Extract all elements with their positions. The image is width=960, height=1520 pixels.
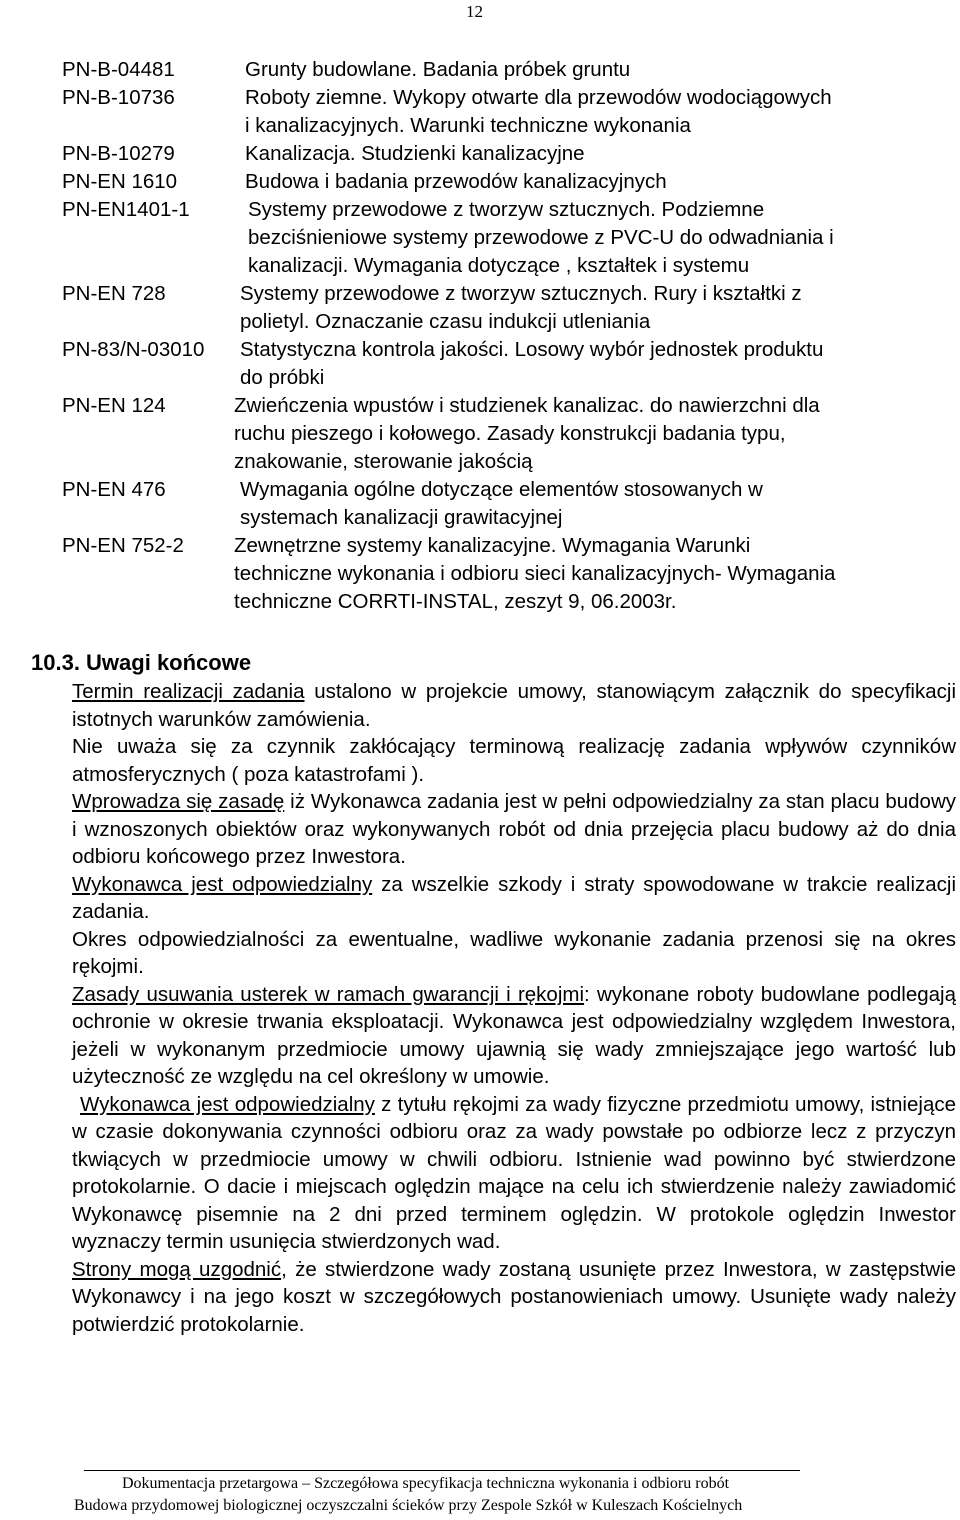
norm-description-line: systemach kanalizacji grawitacyjnej — [240, 506, 563, 529]
norm-row — [62, 140, 957, 168]
norm-description-line: Statystyczna kontrola jakości. Losowy wybór jednostek produktu — [240, 338, 824, 361]
norms-list — [62, 56, 957, 616]
norm-code: PN-B-04481 — [62, 58, 175, 81]
norm-description-line: Budowa i badania przewodów kanalizacyjnych — [245, 170, 667, 193]
norm-description — [62, 280, 957, 336]
norm-code: PN-EN1401-1 — [62, 198, 190, 221]
paragraph-lead: Wprowadza się zasadę — [72, 790, 285, 813]
norm-code: PN-EN 124 — [62, 394, 166, 417]
paragraph — [72, 1256, 956, 1339]
norm-description-line: Grunty budowlane. Badania próbek gruntu — [245, 58, 631, 81]
norm-description-line: do próbki — [240, 366, 325, 389]
norm-row — [62, 392, 957, 476]
norm-description-line: Kanalizacja. Studzienki kanalizacyjne — [245, 142, 585, 165]
norm-row — [62, 280, 957, 336]
norm-description-line: Systemy przewodowe z tworzyw sztucznych. Rury i kształtki z — [240, 282, 802, 305]
norm-description — [62, 476, 957, 532]
page-footer — [74, 1470, 960, 1517]
footer-line-2: Budowa przydomowej biologicznej oczyszczalni ścieków przy Zespole Szkół w Kuleszach Kościelnych — [74, 1497, 743, 1514]
paragraph-lead: Wykonawca jest odpowiedzialny — [72, 872, 373, 896]
norm-row — [62, 168, 957, 196]
paragraph-lead: Zasady usuwania usterek w ramach gwarancji i rękojmi — [72, 982, 585, 1006]
norm-description-line: bezciśnieniowe systemy przewodowe z PVC-U do odwadniania i — [248, 226, 834, 249]
norm-code: PN-EN 476 — [62, 478, 166, 501]
paragraph-text: Okres odpowiedzialności za ewentualne, wadliwe wykonanie zadania przenosi się na okres rękojmi. — [72, 927, 956, 978]
page-number: 12 — [466, 2, 483, 21]
norm-description — [62, 140, 957, 168]
norm-row — [62, 336, 957, 392]
norm-code: PN-EN 1610 — [62, 170, 178, 193]
paragraph-text: za wszelkie szkody i straty spowodowane w trakcie realizacji zadania. — [72, 872, 957, 923]
norm-code: PN-B-10279 — [62, 142, 175, 165]
paragraph — [72, 871, 956, 926]
norm-description-line: Zewnętrzne systemy kanalizacyjne. Wymagania Warunki — [234, 534, 751, 557]
footer-line-1: Dokumentacja przetargowa – Szczegółowa specyfikacja techniczna wykonania i odbioru robót — [122, 1475, 730, 1492]
norm-description — [62, 196, 957, 280]
norm-code: PN-EN 728 — [62, 282, 166, 305]
norm-description — [62, 56, 957, 84]
paragraph-lead: Wykonawca jest odpowiedzialny — [80, 1092, 375, 1116]
norm-description-line: techniczne CORRTI-INSTAL, zeszyt 9, 06.2003r. — [234, 590, 677, 613]
norm-row — [62, 476, 957, 532]
paragraph — [72, 981, 956, 1091]
norm-code: PN-83/N-03010 — [62, 338, 205, 361]
paragraph — [72, 733, 956, 788]
norm-description-line: polietyl. Oznaczanie czasu indukcji utleniania — [240, 310, 651, 333]
paragraph — [72, 788, 956, 871]
norm-row — [62, 532, 957, 616]
norm-description — [62, 392, 957, 476]
footer-divider — [84, 1470, 800, 1471]
norm-description-line: kanalizacji. Wymagania dotyczące , kształtek i systemu — [248, 254, 750, 277]
paragraph-text: iż Wykonawca zadania jest w pełni odpowiedzialny za stan placu budowy i wznoszonych obiektów oraz wykonywanych robót od dnia przejęcia placu budowy aż do dnia odbioru końcowego przez Inwestora. — [72, 790, 956, 868]
paragraph-lead: Strony mogą uzgodnić — [72, 1257, 282, 1281]
paragraph — [72, 1091, 956, 1256]
norm-description-line: znakowanie, sterowanie jakością — [234, 450, 533, 473]
paragraph-lead: Termin realizacji zadania — [72, 680, 305, 703]
paragraph-text: Nie uważa się za czynnik zakłócający terminową realizację zadania wpływów czynników atmosferycznych ( poza katastrofami ). — [72, 735, 956, 786]
norm-description — [62, 532, 957, 616]
norm-description-line: Wymagania ogólne dotyczące elementów stosowanych w — [240, 478, 763, 501]
paragraph-text: : wykonane roboty budowlane podlegają ochronie w okresie trwania eksploatacji. Wykonawca jest odpowiedzialny względem Inwestora, jeżeli w wykonanym przedmiocie umowy ujawnią się wady zmniejszające jego wartość lub użyteczność ze względu na cel określony w umowie. — [72, 982, 956, 1088]
norm-description-line: Roboty ziemne. Wykopy otwarte dla przewodów wodociągowych — [245, 86, 832, 109]
norm-row — [62, 84, 957, 140]
norm-description-line: i kanalizacyjnych. Warunki techniczne wykonania — [245, 114, 691, 137]
norm-description-line: Zwieńczenia wpustów i studzienek kanalizac. do nawierzchni dla — [234, 394, 820, 417]
paragraph-text: z tytułu rękojmi za wady fizyczne przedmiotu umowy, istniejące w czasie dokonywania czynności odbioru oraz za wady powstałe po odbiorze lecz z przyczyn tkwiących w przedmiocie umowy w chwili odbioru. Istnienie wad powinno być stwierdzone protokolarnie. O dacie i miejscach oględzin mające na celu ich stwierdzenie należy zawiadomić Wykonawcę pisemnie na 2 dni przed terminem oględzin. W protokole oględzin Inwestor wyznaczy termin usunięcia stwierdzonych wad. — [72, 1092, 956, 1253]
norm-description-line: ruchu pieszego i kołowego. Zasady konstrukcji badania typu, — [234, 422, 786, 445]
paragraph-text: , że stwierdzone wady zostaną usunięte przez Inwestora, w zastępstwie Wykonawcy i na jego koszt w szczegółowych postanowieniach umowy. Usunięte wady należy potwierdzić protokolarnie. — [72, 1257, 956, 1336]
norm-description-line: Systemy przewodowe z tworzyw sztucznych. Podziemne — [248, 198, 765, 221]
norm-description — [62, 168, 957, 196]
section-title: 10.3. Uwagi końcowe — [31, 650, 252, 675]
paragraph — [72, 678, 956, 733]
paragraph — [72, 926, 956, 981]
norm-row — [62, 196, 957, 280]
norm-code: PN-EN 752-2 — [62, 534, 184, 557]
norm-description — [62, 84, 957, 140]
closing-remarks-section — [31, 648, 957, 1338]
norm-description-line: techniczne wykonania i odbioru sieci kanalizacyjnych- Wymagania — [234, 562, 836, 585]
paragraph-text: ustalono w projekcie umowy, stanowiącym załącznik do specyfikacji istotnych warunków zamówienia. — [72, 680, 956, 731]
norm-code: PN-B-10736 — [62, 86, 175, 109]
norm-row — [62, 56, 957, 84]
section-body — [72, 678, 956, 1338]
